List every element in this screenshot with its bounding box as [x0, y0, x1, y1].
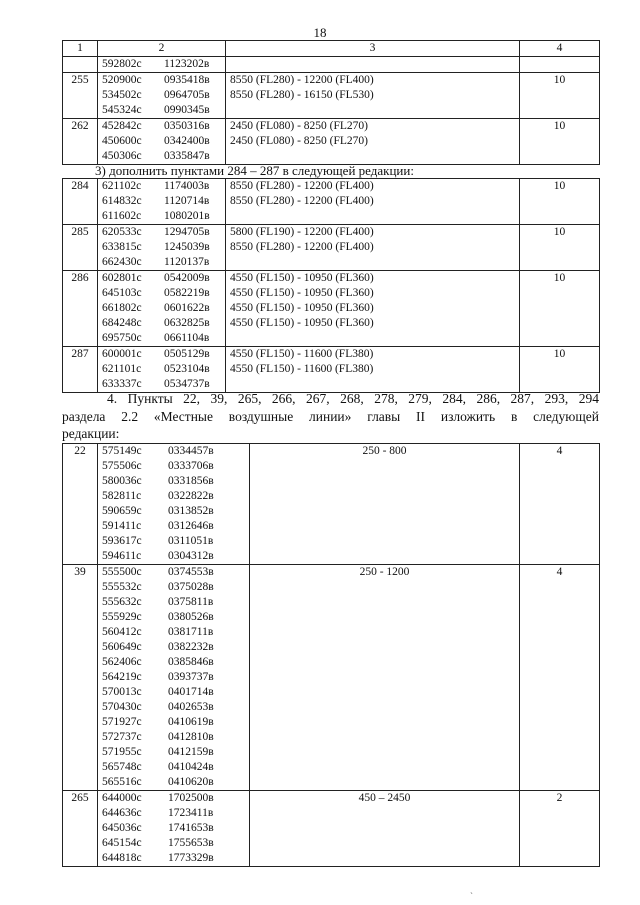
longitude-code: 0935418в — [164, 74, 210, 86]
section-3-title: 3) дополнить пунктами 284 – 287 в следующей редакции: — [95, 163, 414, 178]
scan-speck: ˏ — [470, 884, 473, 894]
longitude-code: 0601622в — [164, 302, 210, 314]
longitude-code: 1120137в — [164, 256, 210, 268]
latitude-code: 611602с — [102, 210, 142, 222]
altitude-range: 4550 (FL150) - 10950 (FL360) — [230, 302, 374, 314]
longitude-code: 0381711в — [168, 626, 214, 638]
longitude-code: 0505129в — [164, 348, 210, 360]
local-airways-table — [62, 443, 600, 867]
latitude-code: 644636с — [102, 807, 142, 819]
longitude-code: 1123202в — [164, 58, 210, 70]
altitude-range: 8550 (FL280) - 16150 (FL530) — [230, 89, 374, 101]
table-row — [63, 444, 600, 565]
header-cell: 4 — [520, 41, 600, 57]
coordinate-line — [102, 670, 249, 685]
coordinate-line — [102, 73, 225, 88]
row-number: 286 — [63, 271, 98, 347]
coordinate-line — [102, 209, 225, 224]
coordinate-line — [102, 534, 249, 549]
coordinate-line — [102, 655, 249, 670]
latitude-code: 684248с — [102, 317, 142, 329]
coordinates-cell — [98, 119, 226, 165]
altitude-range: 4550 (FL150) - 10950 (FL360) — [230, 317, 374, 329]
latitude-code: 591411с — [102, 520, 142, 532]
altitude-range: 2450 (FL080) - 8250 (FL270) — [230, 120, 368, 132]
table-row — [63, 271, 600, 347]
row-number — [63, 57, 98, 73]
altitude-range-cell — [226, 347, 520, 393]
latitude-code: 575506с — [102, 460, 142, 472]
coordinate-line — [102, 519, 249, 534]
longitude-code: 1773329в — [168, 852, 214, 864]
longitude-code: 0334457в — [168, 445, 214, 457]
coordinates-cell — [98, 179, 226, 225]
altitude-range: 4550 (FL150) - 10950 (FL360) — [230, 287, 374, 299]
latitude-code: 594611с — [102, 550, 142, 562]
longitude-code: 0393737в — [168, 671, 214, 683]
coordinates-cell — [98, 444, 250, 565]
latitude-code: 545324с — [102, 104, 142, 116]
width-value: 4 — [520, 444, 600, 565]
coordinates-cell — [98, 271, 226, 347]
paragraph-4 — [62, 390, 599, 443]
latitude-code: 450600с — [102, 135, 142, 147]
coordinates-cell — [98, 791, 250, 867]
row-number: 284 — [63, 179, 98, 225]
coordinate-line — [102, 103, 225, 118]
altitude-range: 4550 (FL150) - 11600 (FL380) — [230, 348, 374, 360]
longitude-code: 0402653в — [168, 701, 214, 713]
latitude-code: 662430с — [102, 256, 142, 268]
width-value — [520, 57, 600, 73]
longitude-code: 0380526в — [168, 611, 214, 623]
table-row — [63, 565, 600, 791]
latitude-code: 565748с — [102, 761, 142, 773]
table-row — [63, 347, 600, 393]
longitude-code: 0375811в — [168, 596, 214, 608]
latitude-code: 571955с — [102, 746, 142, 758]
coordinate-line — [102, 301, 225, 316]
altitude-range: 4550 (FL150) - 10950 (FL360) — [230, 272, 374, 284]
coordinate-line — [102, 347, 225, 362]
coordinates-cell — [98, 225, 226, 271]
coordinate-line — [102, 316, 225, 331]
longitude-code: 0333706в — [168, 460, 214, 472]
table-header-row — [63, 41, 600, 57]
longitude-code: 0410620в — [168, 776, 214, 788]
coordinate-line — [102, 791, 249, 806]
longitude-code: 0542009в — [164, 272, 210, 284]
latitude-code: 644000с — [102, 792, 142, 804]
latitude-code: 633815с — [102, 241, 142, 253]
coordinate-line — [102, 565, 249, 580]
longitude-code: 1702500в — [168, 792, 214, 804]
longitude-code: 0582219в — [164, 287, 210, 299]
coordinate-line — [102, 149, 225, 164]
latitude-code: 592802с — [102, 58, 142, 70]
airways-table-top — [62, 40, 600, 165]
coordinate-line — [102, 444, 249, 459]
table-row — [63, 57, 600, 73]
header-cell: 1 — [63, 41, 98, 57]
latitude-code: 564219с — [102, 671, 142, 683]
coordinate-line — [102, 595, 249, 610]
latitude-code: 570013с — [102, 686, 142, 698]
coordinate-line — [102, 504, 249, 519]
latitude-code: 562406с — [102, 656, 142, 668]
longitude-code: 0304312в — [168, 550, 214, 562]
table-row — [63, 179, 600, 225]
row-number: 39 — [63, 565, 98, 791]
page-number: 18 — [313, 25, 327, 40]
latitude-code: 580036с — [102, 475, 142, 487]
row-number: 287 — [63, 347, 98, 393]
longitude-code: 0322822в — [168, 490, 214, 502]
altitude-range: 8550 (FL280) - 12200 (FL400) — [230, 241, 374, 253]
latitude-code: 621101с — [102, 363, 142, 375]
coordinate-line — [102, 474, 249, 489]
altitude-range-cell — [226, 57, 520, 73]
longitude-code: 1741653в — [168, 822, 214, 834]
airways-table-added — [62, 178, 600, 393]
latitude-code: 452842с — [102, 120, 142, 132]
longitude-code: 0375028в — [168, 581, 214, 593]
latitude-code: 620533с — [102, 226, 142, 238]
coordinate-line — [102, 225, 225, 240]
coordinate-line — [102, 331, 225, 346]
altitude-range-cell — [226, 225, 520, 271]
altitude-range-cell — [226, 119, 520, 165]
longitude-code: 0401714в — [168, 686, 214, 698]
coordinate-line — [102, 836, 249, 851]
longitude-code: 1723411в — [168, 807, 214, 819]
latitude-code: 614832с — [102, 195, 142, 207]
coordinate-line — [102, 625, 249, 640]
coordinate-line — [102, 179, 225, 194]
coordinate-line — [102, 134, 225, 149]
latitude-code: 520900с — [102, 74, 142, 86]
latitude-code: 534502с — [102, 89, 142, 101]
longitude-code: 0385846в — [168, 656, 214, 668]
width-value: 10 — [520, 73, 600, 119]
width-value: 4 — [520, 565, 600, 791]
altitude-range: 250 - 1200 — [250, 565, 520, 791]
coordinates-cell — [98, 347, 226, 393]
latitude-code: 645036с — [102, 822, 142, 834]
altitude-range: 2450 (FL080) - 8250 (FL270) — [230, 135, 368, 147]
width-value: 10 — [520, 179, 600, 225]
latitude-code: 560412с — [102, 626, 142, 638]
row-number: 22 — [63, 444, 98, 565]
altitude-range-cell — [226, 73, 520, 119]
altitude-range-cell — [226, 271, 520, 347]
coordinate-line — [102, 700, 249, 715]
latitude-code: 565516с — [102, 776, 142, 788]
coordinate-line — [102, 821, 249, 836]
altitude-range-cell — [226, 179, 520, 225]
longitude-code: 0410424в — [168, 761, 214, 773]
longitude-code: 0534737в — [164, 378, 210, 390]
longitude-code: 0410619в — [168, 716, 214, 728]
coordinate-line — [102, 489, 249, 504]
longitude-code: 1174003в — [164, 180, 210, 192]
latitude-code: 560649с — [102, 641, 142, 653]
coordinate-line — [102, 459, 249, 474]
coordinate-line — [102, 240, 225, 255]
altitude-range: 4550 (FL150) - 11600 (FL380) — [230, 363, 374, 375]
latitude-code: 572737с — [102, 731, 142, 743]
coordinate-line — [102, 362, 225, 377]
coordinate-line — [102, 730, 249, 745]
table-row — [63, 119, 600, 165]
coordinate-line — [102, 715, 249, 730]
latitude-code: 570430с — [102, 701, 142, 713]
coordinate-line — [102, 580, 249, 595]
paragraph-4-line-3: редакции: — [62, 426, 120, 441]
row-number: 265 — [63, 791, 98, 867]
coordinate-line — [102, 119, 225, 134]
coordinate-line — [102, 745, 249, 760]
latitude-code: 582811с — [102, 490, 142, 502]
coordinate-line — [102, 57, 225, 72]
longitude-code: 0342400в — [164, 135, 210, 147]
latitude-code: 644818с — [102, 852, 142, 864]
coordinate-line — [102, 194, 225, 209]
header-cell: 2 — [98, 41, 226, 57]
latitude-code: 555929с — [102, 611, 142, 623]
latitude-code: 645103с — [102, 287, 142, 299]
table-row — [63, 791, 600, 867]
longitude-code: 0990345в — [164, 104, 210, 116]
table-row — [63, 73, 600, 119]
altitude-range: 8550 (FL280) - 12200 (FL400) — [230, 195, 374, 207]
coordinate-line — [102, 685, 249, 700]
width-value: 10 — [520, 271, 600, 347]
longitude-code: 0382232в — [168, 641, 214, 653]
longitude-code: 0335847в — [164, 150, 210, 162]
longitude-code: 0523104в — [164, 363, 210, 375]
longitude-code: 0311051в — [168, 535, 214, 547]
latitude-code: 555632с — [102, 596, 142, 608]
latitude-code: 661802с — [102, 302, 142, 314]
longitude-code: 0313852в — [168, 505, 214, 517]
altitude-range: 250 - 800 — [250, 444, 520, 565]
longitude-code: 0412159в — [168, 746, 214, 758]
longitude-code: 0632825в — [164, 317, 210, 329]
coordinate-line — [102, 806, 249, 821]
latitude-code: 593617с — [102, 535, 142, 547]
longitude-code: 0964705в — [164, 89, 210, 101]
longitude-code: 0374553в — [168, 566, 214, 578]
longitude-code: 0331856в — [168, 475, 214, 487]
coordinate-line — [102, 286, 225, 301]
altitude-range: 450 – 2450 — [250, 791, 520, 867]
altitude-range: 8550 (FL280) - 12200 (FL400) — [230, 74, 374, 86]
width-value: 10 — [520, 347, 600, 393]
latitude-code: 590659с — [102, 505, 142, 517]
longitude-code: 1245039в — [164, 241, 210, 253]
latitude-code: 695750с — [102, 332, 142, 344]
coordinates-cell — [98, 565, 250, 791]
longitude-code: 0312646в — [168, 520, 214, 532]
header-cell: 3 — [226, 41, 520, 57]
latitude-code: 450306с — [102, 150, 142, 162]
coordinate-line — [102, 610, 249, 625]
table-row — [63, 225, 600, 271]
coordinates-cell — [98, 57, 226, 73]
coordinate-line — [102, 775, 249, 790]
latitude-code: 621102с — [102, 180, 142, 192]
longitude-code: 1120714в — [164, 195, 210, 207]
latitude-code: 575149с — [102, 445, 142, 457]
latitude-code: 555500с — [102, 566, 142, 578]
width-value: 10 — [520, 225, 600, 271]
coordinate-line — [102, 549, 249, 564]
latitude-code: 602801с — [102, 272, 142, 284]
coordinate-line — [102, 851, 249, 866]
longitude-code: 1080201в — [164, 210, 210, 222]
altitude-range: 8550 (FL280) - 12200 (FL400) — [230, 180, 374, 192]
row-number: 285 — [63, 225, 98, 271]
latitude-code: 645154с — [102, 837, 142, 849]
coordinate-line — [102, 255, 225, 270]
latitude-code: 633337с — [102, 378, 142, 390]
paragraph-4-line-1: 4. Пункты 22, 39, 265, 266, 267, 268, 278, 279, 284, 286, 287, 293, 294 — [107, 391, 599, 406]
coordinate-line — [102, 640, 249, 655]
longitude-code: 0350316в — [164, 120, 210, 132]
coordinates-cell — [98, 73, 226, 119]
latitude-code: 571927с — [102, 716, 142, 728]
altitude-range: 5800 (FL190) - 12200 (FL400) — [230, 226, 374, 238]
paragraph-4-line-2: раздела 2.2 «Местные воздушные линии» главы II изложить в следующей — [62, 408, 599, 424]
latitude-code: 555532с — [102, 581, 142, 593]
coordinate-line — [102, 271, 225, 286]
coordinate-line — [102, 760, 249, 775]
width-value: 10 — [520, 119, 600, 165]
longitude-code: 1755653в — [168, 837, 214, 849]
width-value: 2 — [520, 791, 600, 867]
row-number: 255 — [63, 73, 98, 119]
latitude-code: 600001с — [102, 348, 142, 360]
longitude-code: 1294705в — [164, 226, 210, 238]
row-number: 262 — [63, 119, 98, 165]
longitude-code: 0661104в — [164, 332, 210, 344]
coordinate-line — [102, 88, 225, 103]
longitude-code: 0412810в — [168, 731, 214, 743]
